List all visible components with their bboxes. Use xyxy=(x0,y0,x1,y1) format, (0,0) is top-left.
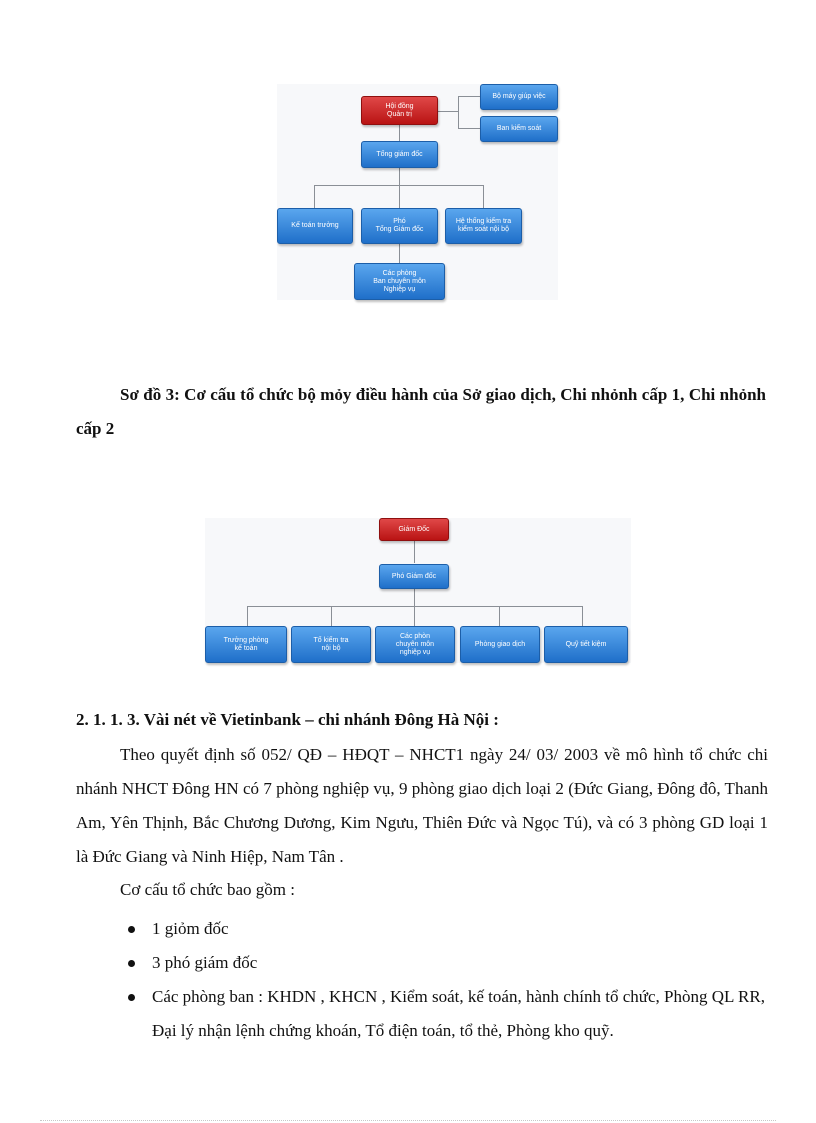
internal-control-box: Hệ thống kiểm tra kiểm soát nội bộ xyxy=(445,208,522,244)
deputy-ceo-box: Phó Tổng Giám đốc xyxy=(361,208,438,244)
structure-intro: Cơ cấu tổ chức bao gồm : xyxy=(120,880,295,899)
list-item: 3 phó giám đốc xyxy=(128,946,773,980)
section-heading: 2. 1. 1. 3. Vài nét về Vietinbank – chi nhánh Đông Hà Nội : xyxy=(76,710,499,729)
connector xyxy=(399,125,400,141)
departments-box: Các phòng Ban chuyên môn Nghiệp vụ xyxy=(354,263,445,300)
connector xyxy=(438,111,458,112)
list-item: Các phòng ban : KHDN , KHCN , Kiểm soát, kế toán, hành chính tổ chức, Phòng QL RR, Đại lý nhận lệnh chứng khoán, Tổ điện toán, tổ thẻ, Phòng kho quỹ. xyxy=(128,980,773,1048)
connector xyxy=(399,168,400,208)
support-box: Bộ máy giúp việc xyxy=(480,84,558,110)
deputy-director-box: Phó Giám đốc xyxy=(379,564,449,589)
board-box: Hội đồng Quản trị xyxy=(361,96,438,125)
connector xyxy=(414,606,415,626)
connector xyxy=(414,589,415,606)
page-footer-divider xyxy=(40,1120,776,1121)
connector xyxy=(458,96,459,129)
connector xyxy=(314,185,484,186)
unit-box: Tổ kiểm tra nội bộ xyxy=(291,626,371,663)
connector xyxy=(331,606,332,626)
connector xyxy=(499,606,500,626)
org-chart-headquarters xyxy=(277,84,558,300)
chief-accountant-box: Kế toán trưởng xyxy=(277,208,353,244)
connector xyxy=(414,540,415,563)
connector xyxy=(458,128,480,129)
unit-box: Phòng giao dịch xyxy=(460,626,540,663)
structure-list xyxy=(128,912,773,1048)
connector xyxy=(314,185,315,208)
connector xyxy=(458,96,480,97)
list-item: 1 giỏm đốc xyxy=(128,912,773,946)
connector xyxy=(582,606,583,626)
connector xyxy=(247,606,248,626)
diagram-caption: Sơ đồ 3: Cơ cấu tổ chức bộ mỏy điều hành của Sở giao dịch, Chi nhỏnh cấp 1, Chi nhỏnh cấp 2 xyxy=(76,385,766,438)
connector xyxy=(483,185,484,208)
director-box: Giám Đốc xyxy=(379,518,449,541)
connector xyxy=(399,244,400,263)
body-paragraph: Theo quyết định số 052/ QĐ – HĐQT – NHCT1 ngày 24/ 03/ 2003 về mô hình tổ chức chi nhánh NHCT Đông HN có 7 phòng nghiệp vụ, 9 phòng giao dịch loại 2 (Đức Giang, Đông đô, Thanh Am, Yên Thịnh, Bắc Chương Dương, Kim Ngưu, Thiên Đức và Ngọc Tú), và có 3 phòng GD loại 1 là Đức Giang và Ninh Hiệp, Nam Tân . xyxy=(76,745,768,866)
control-box: Ban kiểm soát xyxy=(480,116,558,142)
unit-box: Quỹ tiết kiệm xyxy=(544,626,628,663)
unit-box: Các phòn chuyên môn nghiệp vụ xyxy=(375,626,455,663)
ceo-box: Tổng giám đốc xyxy=(361,141,438,168)
unit-box: Trưởng phòng kế toán xyxy=(205,626,287,663)
org-chart-branch xyxy=(205,518,631,663)
